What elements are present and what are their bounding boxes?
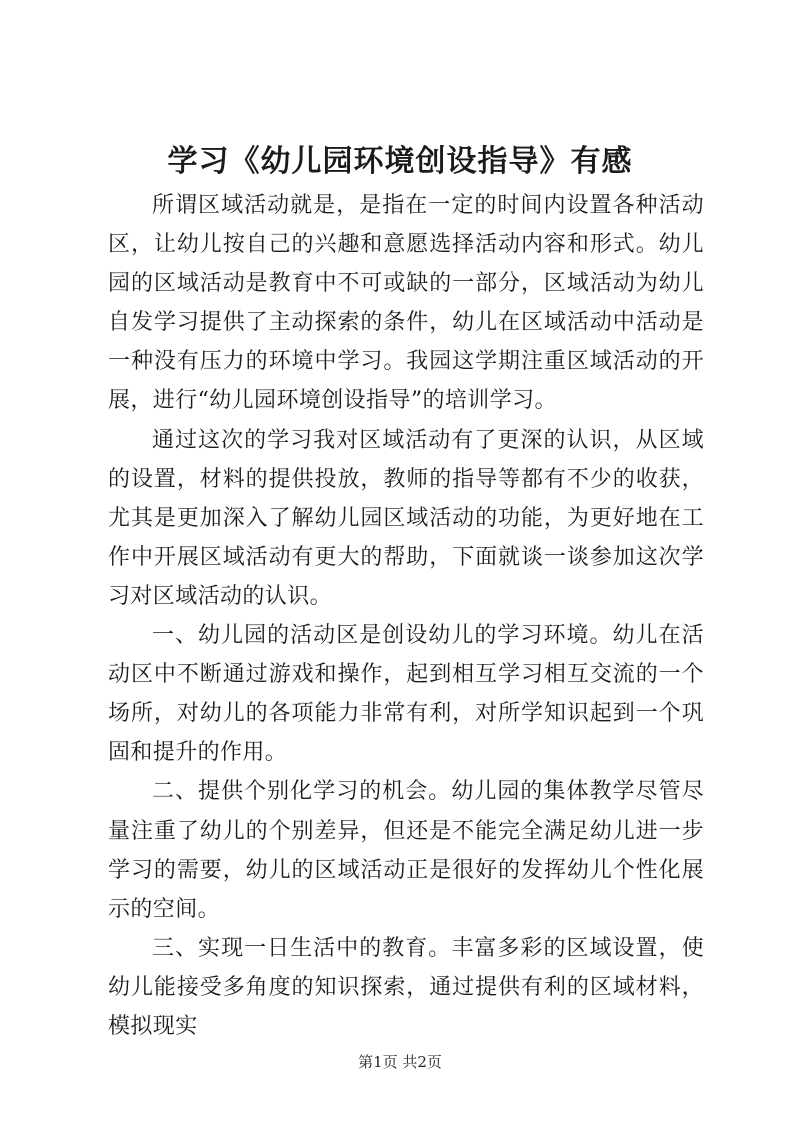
- paragraph-1: 所谓区域活动就是，是指在一定的时间内设置各种活动区，让幼儿按自己的兴趣和意愿选择活动内容和形式。幼儿园的区域活动是教育中不可或缺的一部分，区域活动为幼儿自发学习提供了主动探索的条件，幼儿在区域活动中活动是一种没有压力的环境中学习。我园这学期注重区域活动的开展，进行“幼儿园环境创设指导”的培训学习。: [108, 193, 704, 414]
- page-number-footer: 第1页 共2页: [358, 1053, 442, 1071]
- paragraph-2: 通过这次的学习我对区域活动有了更深的认识，从区域的设置，材料的提供投放，教师的指导等都有不少的收获，尤其是更加深入了解幼儿园区域活动的功能，为更好地在工作中开展区域活动有更大的帮助，下面就谈一谈参加这次学习对区域活动的认识。: [108, 427, 704, 609]
- document-title: 学习《幼儿园环境创设指导》有感: [167, 144, 633, 179]
- paragraph-3: 一、幼儿园的活动区是创设幼儿的学习环境。幼儿在活动区中不断通过游戏和操作，起到相互学习相互交流的一个场所，对幼儿的各项能力非常有利，对所学知识起到一个巩固和提升的作用。: [108, 623, 704, 766]
- paragraph-4: 二、提供个别化学习的机会。幼儿园的集体教学尽管尽量注重了幼儿的个别差异，但还是不能完全满足幼儿进一步学习的需要，幼儿的区域活动正是很好的发挥幼儿个性化展示的空间。: [108, 779, 704, 922]
- document-body: [108, 186, 704, 1046]
- paragraph-5: 三、实现一日生活中的教育。丰富多彩的区域设置，使幼儿能接受多角度的知识探索，通过提供有利的区域材料，模拟现实: [108, 935, 704, 1039]
